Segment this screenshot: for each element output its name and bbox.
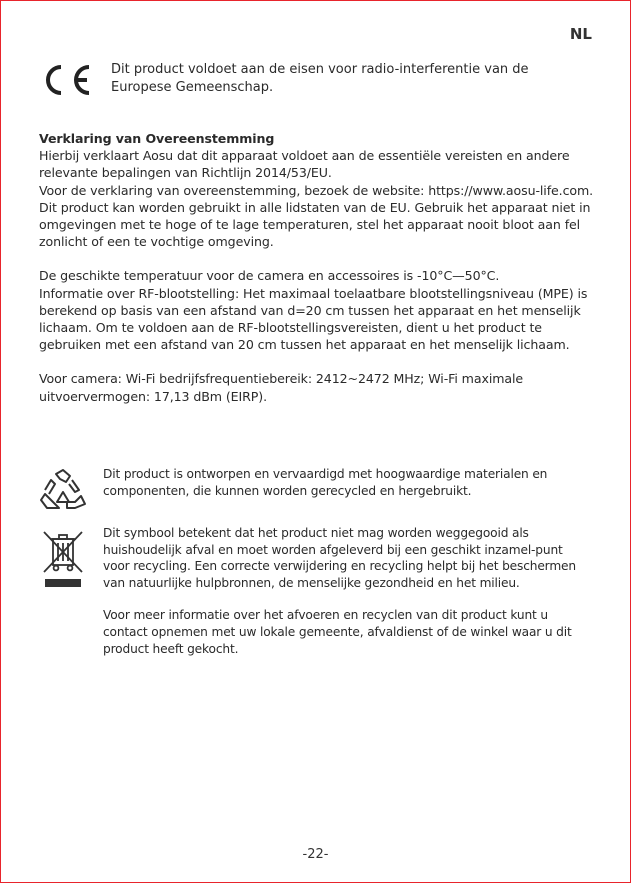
weee-statement [103, 525, 585, 657]
crossed-out-bin-icon [39, 529, 87, 593]
wifi-specs-paragraph: Voor camera: Wi-Fi bedrijfsfrequentiebereik: 2412~2472 MHz; Wi-Fi maximale uitvoervermogen: 17,13 dBm (EIRP). [39, 371, 524, 404]
declaration-heading: Verklaring van Overeenstemming [39, 131, 275, 146]
ce-mark-icon [39, 63, 95, 97]
weee-paragraph: Dit symbool betekent dat het product niet mag worden weggegooid als huishoudelijk afval en moet worden afgeleverd bij een geschikt inzamel-punt voor recycling. Een correcte verwijdering en recycling helpt bij het beschermen van natuurlijke hulpbronnen, de menselijke gezondheid en het milieu. [103, 526, 576, 590]
ce-statement: Dit product voldoet aan de eisen voor radio-interferentie van de Europese Gemeenschap. [111, 62, 529, 95]
temperature-paragraph: De geschikte temperatuur voor de camera en accessoires is -10°C—50°C. [39, 268, 500, 284]
declaration-paragraph: Hierbij verklaart Aosu dat dit apparaat voldoet aan de essentiële vereisten en andere relevante bepalingen van Richtlijn 2014/53/EU. [39, 148, 570, 181]
page-number: -22- [302, 847, 329, 862]
language-code: NL [569, 25, 592, 43]
declaration-website: Voor de verklaring van overeenstemming, bezoek de website: https://www.aosu-life.com. [39, 182, 594, 198]
declaration-section [39, 130, 595, 405]
recycle-icon [39, 468, 87, 512]
eu-usage-paragraph: Dit product kan worden gebruikt in alle lidstaten van de EU. Gebruik het apparaat niet in omgevingen met te hoge of te lage temperaturen, stel het apparaat nooit bloot aan fel zonlicht of een te vochtige omgeving. [39, 199, 591, 250]
rf-exposure-paragraph: Informatie over RF-blootstelling: Het maximaal toelaatbare blootstellingsniveau (MPE) is berekend op basis van een afstand van d=20 cm tussen het apparaat en het menselijk lichaam. Om te voldoen aan de RF-blootstellingsvereisten, dient u het product te gebruiken met een afstand van 20 cm tussen het apparaat en het menselijk lichaam. [39, 285, 588, 353]
recycle-statement: Dit product is ontworpen en vervaardigd met hoogwaardige materialen en componenten, die kunnen worden gerecycled en hergebruikt. [103, 467, 548, 498]
weee-info-paragraph: Voor meer informatie over het afvoeren en recyclen van dit product kunt u contact opnemen met uw lokale gemeente, afvaldienst of de winkel waar u dit product heeft gekocht. [103, 608, 572, 656]
